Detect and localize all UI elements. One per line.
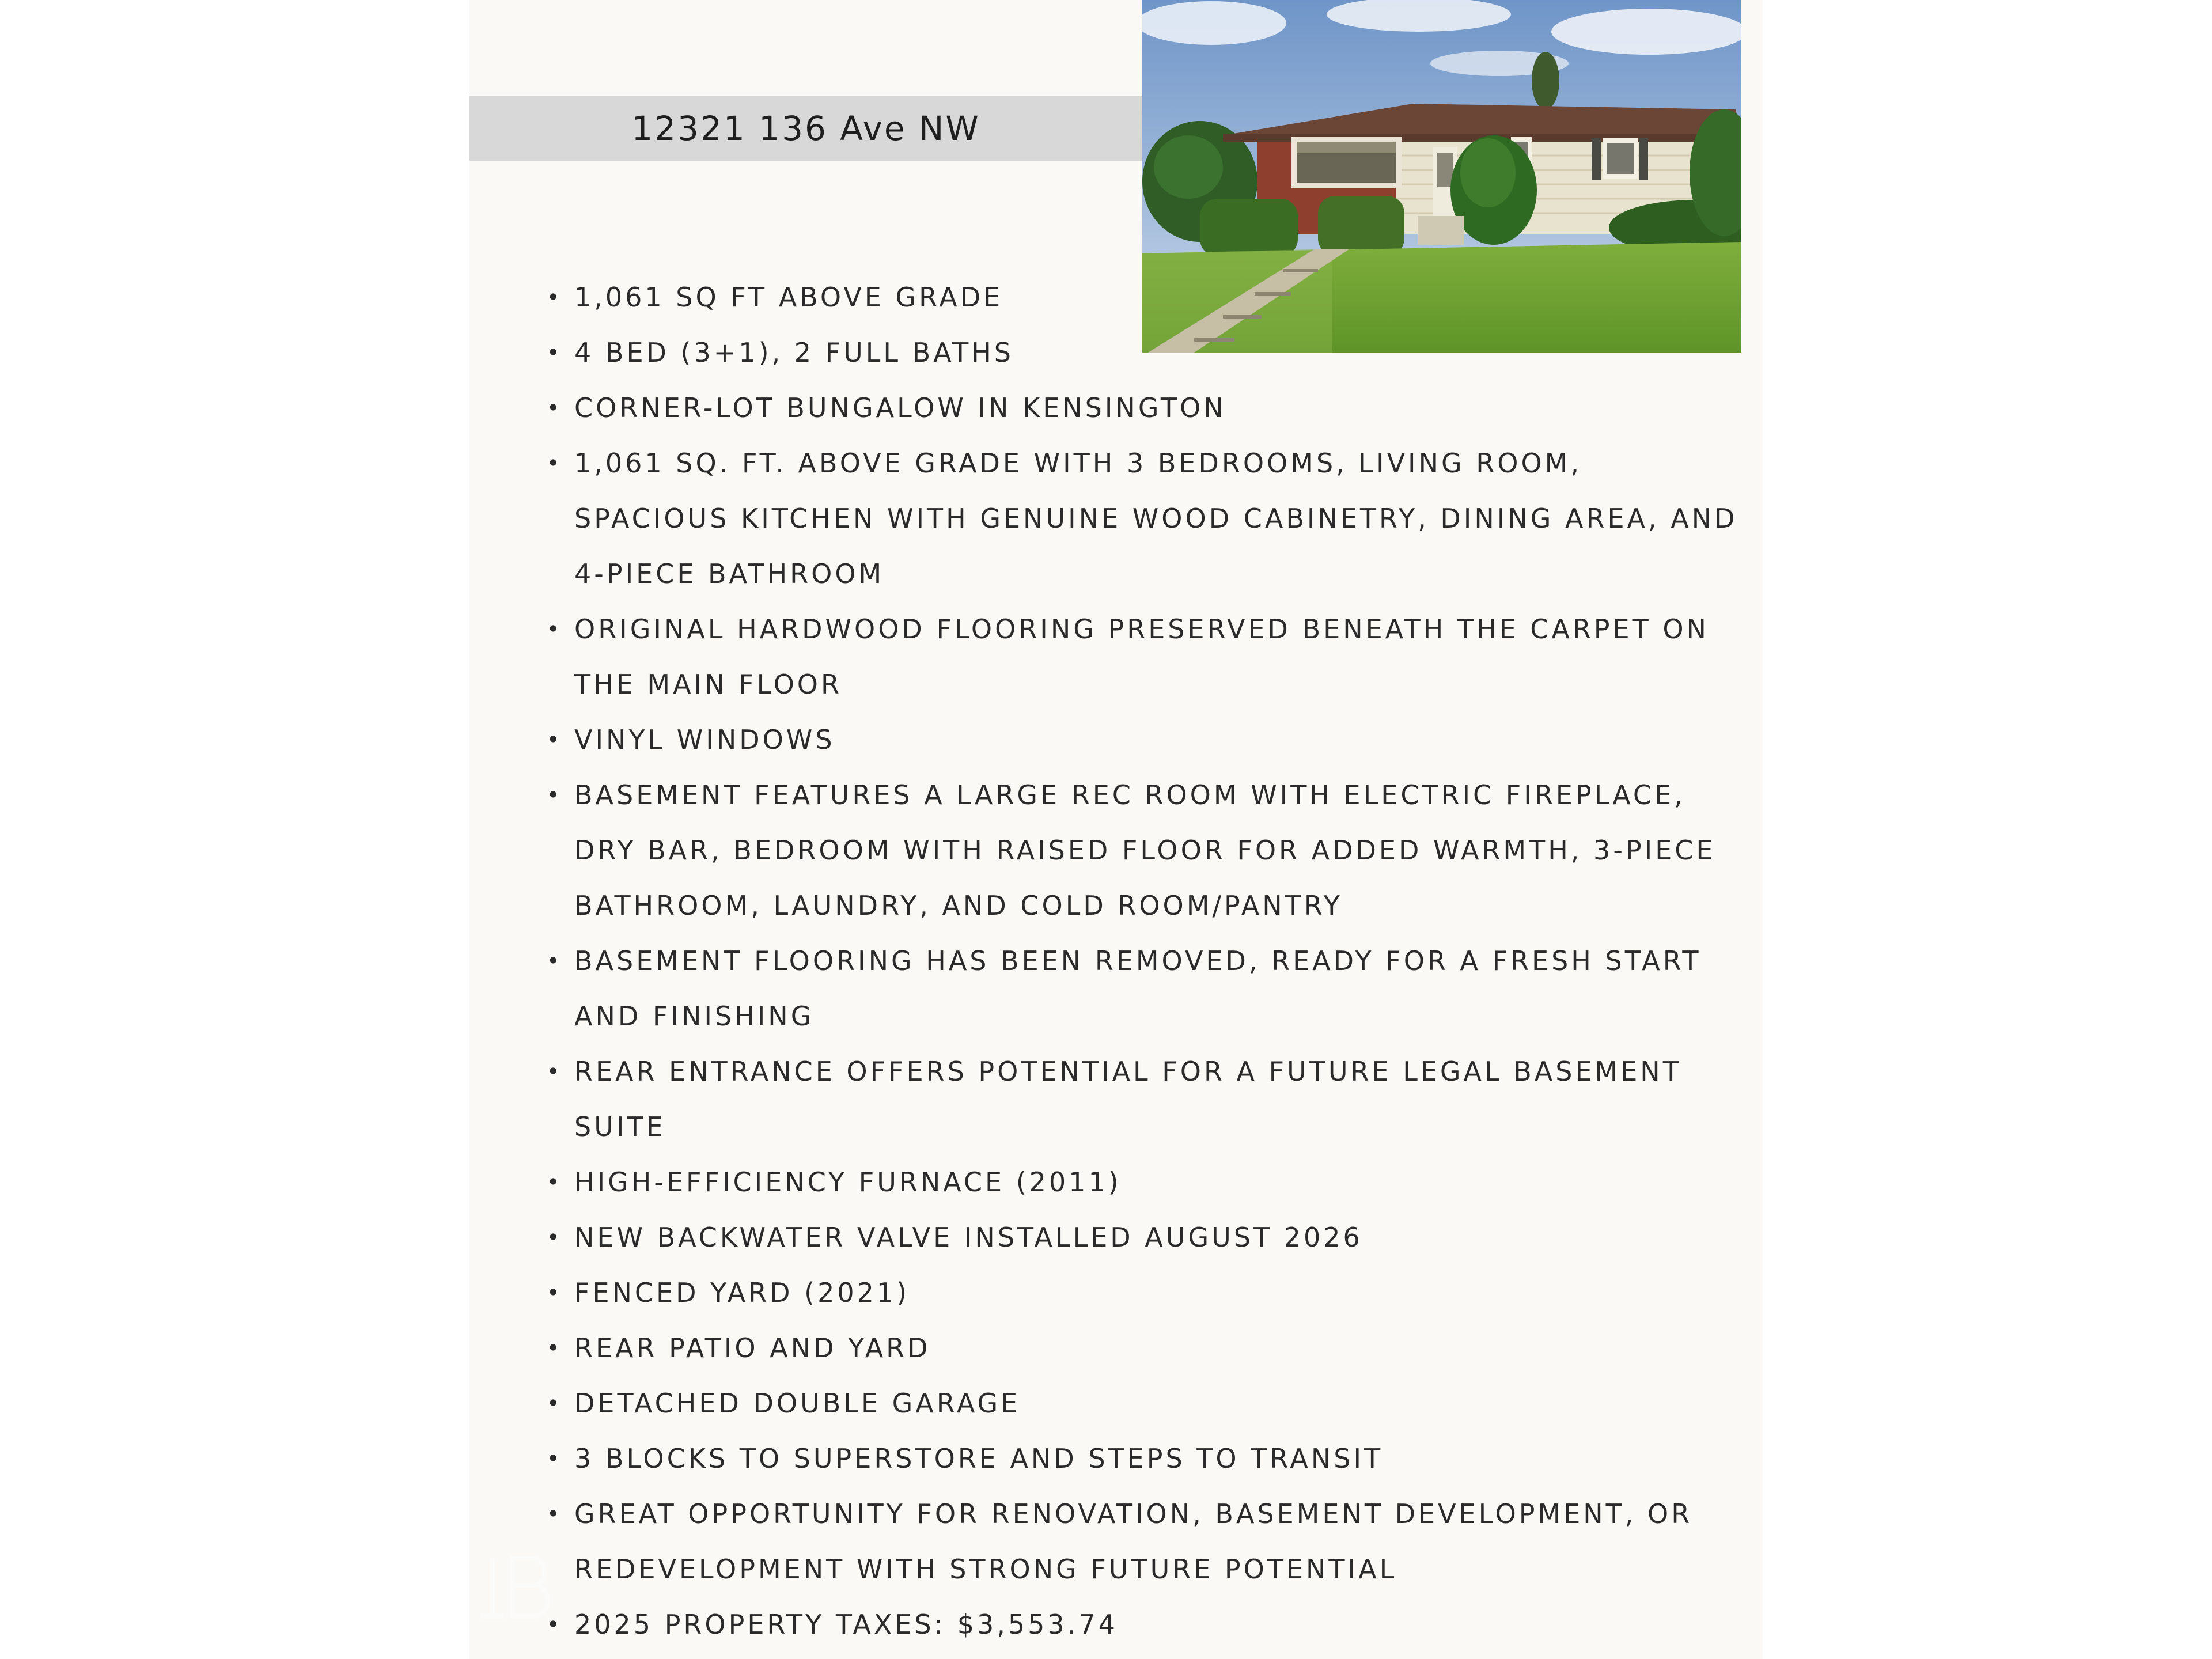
list-item: • 1,061 SQ. FT. ABOVE GRADE WITH 3 BEDROOMS, LIVING ROOM, SPACIOUS KITCHEN WITH GENUINE WOOD CABINETRY, DINING AREA, AND 4-PIECE BATHROOM xyxy=(547,435,1745,601)
list-item: • BASEMENT FEATURES A LARGE REC ROOM WITH ELECTRIC FIREPLACE, DRY BAR, BEDROOM WITH RAISED FLOOR FOR ADDED WARMTH, 3-PIECE BATHROOM, LAUNDRY, AND COLD ROOM/PANTRY xyxy=(547,767,1745,933)
logo-watermark-icon xyxy=(469,1550,556,1624)
list-item: • VINYL WINDOWS xyxy=(547,712,1745,767)
list-item: • REAR PATIO AND YARD xyxy=(547,1320,1745,1376)
list-item: • NEW BACKWATER VALVE INSTALLED AUGUST 2026 xyxy=(547,1210,1745,1265)
list-item: • GREAT OPPORTUNITY FOR RENOVATION, BASEMENT DEVELOPMENT, OR REDEVELOPMENT WITH STRONG FUTURE POTENTIAL xyxy=(547,1486,1745,1597)
address-banner xyxy=(469,96,1142,161)
listing-address: 12321 136 Ave NW xyxy=(631,109,980,148)
list-item: • 1,061 SQ FT ABOVE GRADE xyxy=(547,270,1070,325)
list-item: • CORNER-LOT BUNGALOW IN KENSINGTON xyxy=(547,380,1745,435)
list-item: • REAR ENTRANCE OFFERS POTENTIAL FOR A FUTURE LEGAL BASEMENT SUITE xyxy=(547,1044,1745,1154)
list-item: • FENCED YARD (2021) xyxy=(547,1265,1745,1320)
list-item: • 3 BLOCKS TO SUPERSTORE AND STEPS TO TRANSIT xyxy=(547,1431,1745,1486)
list-item: • HIGH-EFFICIENCY FURNACE (2011) xyxy=(547,1154,1745,1210)
feature-list xyxy=(547,270,1745,1652)
list-item: • BASEMENT FLOORING HAS BEEN REMOVED, READY FOR A FRESH START AND FINISHING xyxy=(547,933,1745,1044)
listing-sheet xyxy=(469,0,1763,1659)
list-item: • 2025 PROPERTY TAXES: $3,553.74 xyxy=(547,1597,1745,1652)
list-item: • 4 BED (3+1), 2 FULL BATHS xyxy=(547,325,1070,380)
list-item: • DETACHED DOUBLE GARAGE xyxy=(547,1376,1745,1431)
list-item: • ORIGINAL HARDWOOD FLOORING PRESERVED BENEATH THE CARPET ON THE MAIN FLOOR xyxy=(547,601,1745,712)
